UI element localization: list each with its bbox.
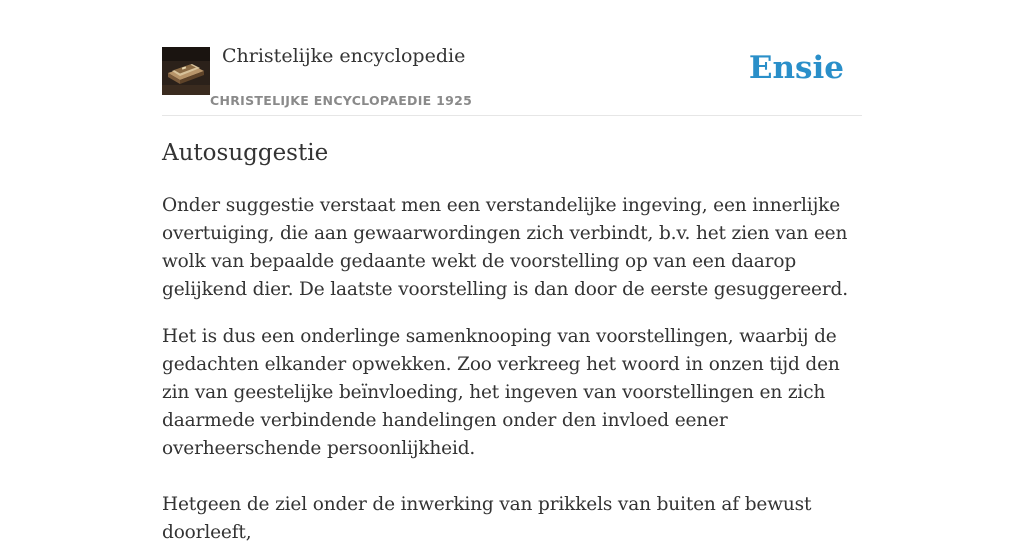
- paragraph: Het is dus een onderlinge samenknooping van voorstellingen, waarbij de gedachten elkander opwekken. Zoo verkreeg het woord in onzen tijd den zin van geestelijke beïnvloeding, het ingeven van voorstellingen en zich daarmede verbindende handelingen onder den invloed eener overheerschende persoonlijkheid.: [162, 326, 840, 459]
- source-avatar[interactable]: [162, 47, 210, 95]
- book-stack-icon: [162, 47, 210, 95]
- paragraph: Onder suggestie verstaat men een verstandelijke ingeving, een innerlijke overtuiging, die aan gewaarwordingen zich verbindt, b.v. het zien van een wolk van bepaalde gedaante wekt de voorstelling op van een daarop gelijkend dier. De laatste voorstelling is dan door de eerste gesuggereerd.: [162, 195, 848, 300]
- brand-logo[interactable]: Ensie: [748, 50, 844, 86]
- source-subtitle[interactable]: CHRISTELIJKE ENCYCLOPAEDIE 1925: [210, 93, 473, 108]
- paragraph: Hetgeen de ziel onder de inwerking van prikkels van buiten af bewust doorleeft,: [162, 494, 812, 543]
- article-body: [162, 192, 862, 547]
- page-title: Autosuggestie: [162, 140, 329, 166]
- source-title[interactable]: Christelijke encyclopedie: [222, 45, 466, 67]
- source-header: [162, 0, 862, 116]
- page: [162, 0, 862, 543]
